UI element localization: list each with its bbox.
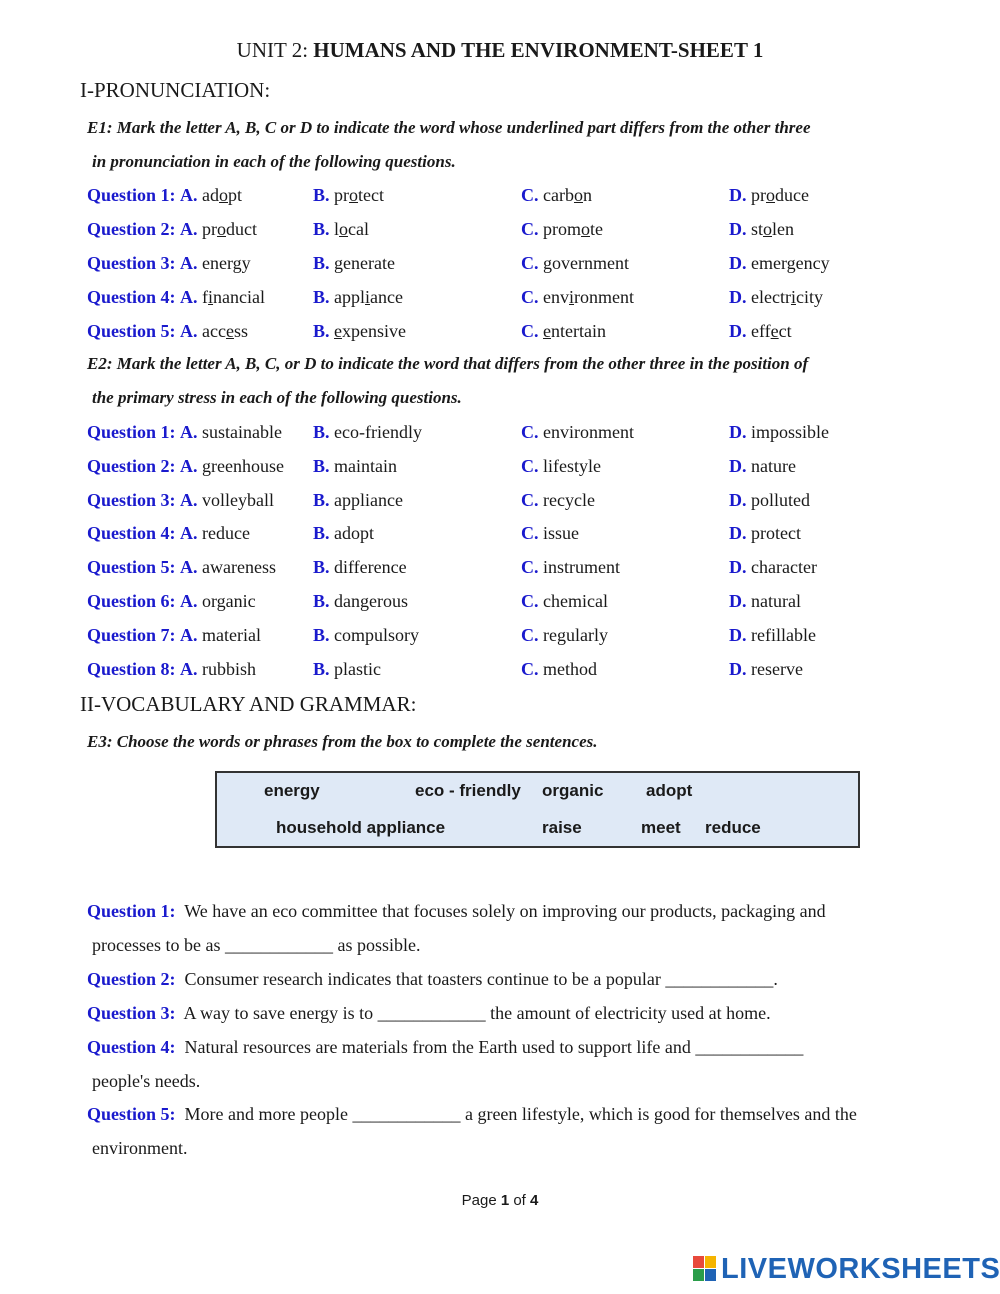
option-a[interactable] bbox=[87, 488, 274, 512]
word-part: electr bbox=[751, 287, 791, 307]
option-a[interactable] bbox=[87, 183, 242, 207]
word-box bbox=[215, 771, 860, 848]
option-letter: D. bbox=[729, 219, 747, 239]
word-part: ad bbox=[202, 185, 220, 205]
question-number: Question 2: bbox=[87, 219, 176, 239]
option-letter: A. bbox=[180, 219, 198, 239]
option-c[interactable] bbox=[521, 217, 603, 241]
option-word bbox=[334, 287, 403, 307]
question-number: Question 6: bbox=[87, 591, 176, 611]
liveworksheets-icon bbox=[693, 1256, 717, 1282]
question-number: Question 7: bbox=[87, 624, 176, 645]
footer-of: of bbox=[509, 1192, 531, 1209]
question-number: Question 3: bbox=[87, 489, 176, 510]
option-word: issue bbox=[543, 523, 579, 544]
underlined-part: e bbox=[225, 321, 234, 341]
option-letter: D. bbox=[729, 557, 747, 578]
word-part: pr bbox=[751, 185, 766, 205]
word-part: nancial bbox=[213, 287, 266, 307]
option-letter: A. bbox=[180, 287, 198, 307]
option-letter: A. bbox=[180, 321, 198, 341]
word-part: pt bbox=[228, 185, 243, 205]
option-letter: B. bbox=[313, 624, 330, 645]
option-letter: C. bbox=[521, 624, 539, 645]
option-word bbox=[334, 219, 369, 239]
word-part: tect bbox=[358, 185, 384, 205]
option-a[interactable] bbox=[87, 657, 256, 681]
option-a[interactable] bbox=[87, 589, 256, 613]
underlined-part: i bbox=[365, 287, 371, 307]
word-part: appl bbox=[334, 287, 366, 307]
option-word: polluted bbox=[751, 489, 810, 510]
option-word: dangerous bbox=[334, 591, 408, 611]
option-d[interactable] bbox=[729, 319, 792, 343]
word-part: n bbox=[582, 185, 592, 205]
option-letter: D. bbox=[729, 624, 747, 645]
word-box-item: reduce bbox=[705, 818, 761, 837]
option-letter: C. bbox=[521, 253, 539, 273]
option-letter: C. bbox=[521, 523, 539, 544]
option-word: chemical bbox=[543, 591, 608, 611]
option-word: regularly bbox=[543, 624, 608, 645]
option-a[interactable] bbox=[87, 555, 276, 579]
option-d[interactable] bbox=[729, 521, 801, 545]
option-letter: C. bbox=[521, 219, 539, 239]
option-word: lifestyle bbox=[543, 455, 601, 476]
option-b[interactable] bbox=[313, 217, 369, 241]
word-part: eff bbox=[751, 321, 771, 341]
underlined-part: o bbox=[217, 219, 227, 239]
option-word: appliance bbox=[334, 489, 403, 510]
option-word: instrument bbox=[543, 557, 620, 578]
option-letter: A. bbox=[180, 624, 198, 645]
option-c[interactable] bbox=[521, 589, 608, 613]
option-letter: D. bbox=[729, 287, 747, 307]
option-d[interactable] bbox=[729, 657, 803, 681]
option-letter: C. bbox=[521, 422, 539, 442]
option-d[interactable] bbox=[729, 589, 801, 613]
option-c[interactable] bbox=[521, 319, 606, 343]
option-letter: B. bbox=[313, 321, 330, 341]
question-number: Question 4: bbox=[87, 523, 176, 544]
question-number: Question 1: bbox=[87, 422, 176, 442]
option-letter: C. bbox=[521, 591, 539, 611]
option-word bbox=[202, 321, 248, 341]
word-part: duct bbox=[226, 219, 258, 239]
page-title bbox=[0, 38, 1000, 63]
option-word bbox=[202, 185, 242, 205]
word-part: ance bbox=[370, 287, 403, 307]
option-letter: C. bbox=[521, 287, 539, 307]
question-text-line1: Natural resources are materials from the Earth used to support life and ____________ bbox=[184, 1037, 804, 1057]
option-d[interactable] bbox=[729, 623, 816, 647]
option-word: eco-friendly bbox=[334, 422, 422, 442]
option-b[interactable] bbox=[313, 319, 406, 343]
option-letter: A. bbox=[180, 253, 198, 273]
option-letter: B. bbox=[313, 219, 330, 239]
option-word bbox=[543, 253, 629, 273]
option-letter: B. bbox=[313, 422, 330, 442]
option-word bbox=[543, 185, 592, 205]
e1-instructions bbox=[87, 111, 947, 179]
option-letter: D. bbox=[729, 253, 747, 273]
option-b[interactable] bbox=[313, 251, 395, 275]
option-letter: B. bbox=[313, 523, 330, 544]
underlined-part: o bbox=[349, 185, 359, 205]
word-box-item: organic bbox=[542, 781, 604, 800]
option-d[interactable] bbox=[729, 555, 817, 579]
option-letter: A. bbox=[180, 422, 198, 442]
option-word: material bbox=[202, 624, 261, 645]
word-part: cal bbox=[348, 219, 370, 239]
option-letter: B. bbox=[313, 489, 330, 510]
e2-line1: E2: Mark the letter A, B, C, or D to indicate the word that differs from the other three in the position of bbox=[87, 354, 809, 373]
option-letter: B. bbox=[313, 455, 330, 476]
option-c[interactable] bbox=[521, 657, 597, 681]
option-word: nature bbox=[751, 455, 796, 476]
option-letter: B. bbox=[313, 253, 330, 273]
footer-page-word: Page bbox=[461, 1192, 501, 1209]
option-letter: C. bbox=[521, 321, 539, 341]
question-number: Question 1: bbox=[87, 185, 176, 205]
option-a[interactable] bbox=[87, 454, 284, 478]
option-letter: D. bbox=[729, 422, 747, 442]
option-word: compulsory bbox=[334, 624, 420, 645]
option-b[interactable] bbox=[313, 589, 408, 613]
option-word: sustainable bbox=[202, 422, 282, 442]
section-vocabulary-heading: II-VOCABULARY AND GRAMMAR: bbox=[80, 692, 417, 716]
option-b[interactable] bbox=[313, 183, 384, 207]
option-a[interactable] bbox=[87, 319, 248, 343]
option-a[interactable] bbox=[87, 285, 265, 309]
section-pronunciation-heading: I-PRONUNCIATION: bbox=[80, 78, 271, 102]
question-number: Question 3: bbox=[87, 253, 176, 273]
option-letter: D. bbox=[729, 523, 747, 544]
option-word bbox=[751, 287, 823, 307]
word-box-item: meet bbox=[641, 818, 681, 837]
option-word bbox=[543, 287, 634, 307]
word-part: te bbox=[590, 219, 603, 239]
word-part: pr bbox=[202, 219, 218, 239]
option-word: reduce bbox=[202, 523, 250, 544]
option-c[interactable] bbox=[521, 183, 592, 207]
fill-in-question bbox=[87, 996, 947, 1030]
fill-in-question bbox=[87, 894, 947, 962]
option-b[interactable] bbox=[313, 657, 381, 681]
option-letter: A. bbox=[180, 455, 198, 476]
question-text-line1: More and more people ____________ a green lifestyle, which is good for themselves and the bbox=[184, 1104, 857, 1124]
option-letter: A. bbox=[180, 591, 198, 611]
word-part: pr bbox=[334, 185, 350, 205]
option-word bbox=[543, 219, 603, 239]
word-part: f bbox=[202, 287, 209, 307]
option-word bbox=[334, 321, 406, 341]
option-letter: C. bbox=[521, 185, 539, 205]
option-c[interactable] bbox=[521, 488, 595, 512]
option-letter: C. bbox=[521, 455, 539, 476]
page-footer bbox=[0, 1192, 1000, 1209]
word-part: emer bbox=[751, 253, 787, 273]
option-d[interactable] bbox=[729, 217, 794, 241]
option-b[interactable] bbox=[313, 488, 403, 512]
question-number: Question 5: bbox=[87, 321, 176, 341]
option-word bbox=[202, 219, 257, 239]
footer-total-pages: 4 bbox=[530, 1192, 539, 1209]
option-word: organic bbox=[202, 591, 256, 611]
underlined-part: i bbox=[569, 287, 575, 307]
underlined-part: e bbox=[770, 321, 779, 341]
liveworksheets-logo[interactable] bbox=[693, 1254, 1000, 1284]
underlined-part: o bbox=[573, 185, 583, 205]
option-word: greenhouse bbox=[202, 455, 284, 476]
word-box-item: household appliance bbox=[276, 818, 446, 837]
option-word: impossible bbox=[751, 422, 830, 442]
word-part: ency bbox=[795, 253, 830, 273]
option-word bbox=[751, 321, 792, 341]
option-d[interactable] bbox=[729, 420, 829, 444]
option-word bbox=[202, 287, 265, 307]
word-part: ener bbox=[202, 253, 233, 273]
word-part: env bbox=[543, 287, 569, 307]
option-word: character bbox=[751, 557, 817, 578]
word-part: overnment bbox=[552, 253, 629, 273]
option-letter: B. bbox=[313, 287, 330, 307]
underlined-part: o bbox=[219, 185, 229, 205]
option-word: awareness bbox=[202, 557, 276, 578]
question-number: Question 1: bbox=[87, 901, 176, 921]
underlined-part: i bbox=[208, 287, 214, 307]
option-word: recycle bbox=[543, 489, 595, 510]
option-letter: D. bbox=[729, 658, 747, 679]
option-a[interactable] bbox=[87, 420, 282, 444]
option-letter: D. bbox=[729, 489, 747, 510]
option-c[interactable] bbox=[521, 285, 634, 309]
option-word: reserve bbox=[751, 658, 803, 679]
word-part: ct bbox=[778, 321, 792, 341]
word-part: xpensive bbox=[342, 321, 406, 341]
word-box-item: adopt bbox=[646, 781, 693, 800]
option-letter: A. bbox=[180, 658, 198, 679]
option-word: environment bbox=[543, 422, 634, 442]
option-word bbox=[751, 253, 830, 273]
option-d[interactable] bbox=[729, 488, 810, 512]
underlined-part: g bbox=[334, 253, 344, 273]
word-part: ntertain bbox=[551, 321, 606, 341]
underlined-part: i bbox=[790, 287, 796, 307]
option-word: difference bbox=[334, 557, 407, 578]
underlined-part: e bbox=[334, 321, 343, 341]
word-box-item: energy bbox=[264, 781, 320, 800]
e2-instructions bbox=[87, 347, 947, 415]
option-letter: A. bbox=[180, 557, 198, 578]
option-a[interactable] bbox=[87, 251, 251, 275]
question-number: Question 2: bbox=[87, 455, 176, 476]
word-part: ronment bbox=[574, 287, 635, 307]
question-text-line2: people's needs. bbox=[92, 1071, 201, 1091]
option-letter: A. bbox=[180, 185, 198, 205]
option-d[interactable] bbox=[729, 251, 830, 275]
word-part: enerate bbox=[343, 253, 395, 273]
option-word: refillable bbox=[751, 624, 816, 645]
word-part: carb bbox=[543, 185, 574, 205]
underlined-part: g bbox=[786, 253, 796, 273]
option-b[interactable] bbox=[313, 555, 407, 579]
option-a[interactable] bbox=[87, 623, 261, 647]
word-part: len bbox=[772, 219, 795, 239]
footer-current-page: 1 bbox=[500, 1192, 510, 1209]
option-word: rubbish bbox=[202, 658, 257, 679]
option-letter: A. bbox=[180, 489, 198, 510]
option-word bbox=[751, 219, 794, 239]
word-box-item: eco - friendly bbox=[415, 781, 521, 800]
question-text-line2: processes to be as ____________ as possible. bbox=[92, 935, 421, 955]
word-part: acc bbox=[202, 321, 226, 341]
question-text-line1: A way to save energy is to ____________ the amount of electricity used at home. bbox=[183, 1003, 771, 1023]
option-letter: B. bbox=[313, 658, 330, 679]
option-word: natural bbox=[751, 591, 801, 611]
option-d[interactable] bbox=[729, 183, 809, 207]
option-b[interactable] bbox=[313, 285, 403, 309]
e2-line2: the primary stress in each of the following questions. bbox=[92, 388, 462, 407]
option-c[interactable] bbox=[521, 454, 601, 478]
option-letter: D. bbox=[729, 185, 747, 205]
question-number: Question 3: bbox=[87, 1003, 176, 1023]
option-word: method bbox=[543, 658, 597, 679]
option-word: maintain bbox=[334, 455, 397, 476]
option-b[interactable] bbox=[313, 623, 419, 647]
fill-in-question bbox=[87, 962, 947, 996]
word-box-item: raise bbox=[542, 818, 582, 837]
underlined-part: g bbox=[543, 253, 552, 273]
option-letter: C. bbox=[521, 557, 539, 578]
fill-in-question bbox=[87, 1030, 947, 1098]
question-text-line2: environment. bbox=[92, 1138, 188, 1158]
option-letter: B. bbox=[313, 185, 330, 205]
question-number: Question 2: bbox=[87, 969, 176, 989]
question-text-line1: We have an eco committee that focuses solely on improving our products, packaging and bbox=[184, 901, 826, 921]
word-part: duce bbox=[775, 185, 809, 205]
e1-line2: in pronunciation in each of the following questions. bbox=[92, 152, 456, 171]
question-number: Question 4: bbox=[87, 1037, 176, 1057]
question-text-line1: Consumer research indicates that toasters continue to be a popular ____________. bbox=[184, 969, 778, 989]
title-bold: HUMANS AND THE ENVIRONMENT-SHEET 1 bbox=[313, 38, 764, 62]
underlined-part: o bbox=[766, 185, 775, 205]
option-word: plastic bbox=[334, 658, 382, 679]
option-letter: D. bbox=[729, 591, 747, 611]
option-word: protect bbox=[751, 523, 801, 544]
title-prefix: UNIT 2: bbox=[236, 38, 314, 62]
option-word bbox=[334, 185, 384, 205]
word-part: prom bbox=[543, 219, 581, 239]
question-number: Question 8: bbox=[87, 658, 176, 679]
fill-in-question bbox=[87, 1097, 947, 1165]
underlined-part: o bbox=[581, 219, 590, 239]
underlined-part: o bbox=[339, 219, 349, 239]
option-d[interactable] bbox=[729, 285, 823, 309]
option-word: volleyball bbox=[202, 489, 274, 510]
option-c[interactable] bbox=[521, 521, 579, 545]
option-word: adopt bbox=[334, 523, 375, 544]
option-letter: B. bbox=[313, 557, 330, 578]
option-b[interactable] bbox=[313, 420, 422, 444]
option-letter: B. bbox=[313, 591, 330, 611]
option-letter: C. bbox=[521, 489, 539, 510]
word-part: l bbox=[334, 219, 340, 239]
underlined-part: e bbox=[543, 321, 551, 341]
option-c[interactable] bbox=[521, 623, 608, 647]
question-number: Question 4: bbox=[87, 287, 176, 307]
logo-text: LIVEWORKSHEETS bbox=[721, 1252, 1000, 1285]
e3-instructions: E3: Choose the words or phrases from the box to complete the sentences. bbox=[87, 732, 598, 751]
word-part: ss bbox=[233, 321, 248, 341]
underlined-part: o bbox=[763, 219, 773, 239]
e1-line1: E1: Mark the letter A, B, C or D to indicate the word whose underlined part differs from the other three bbox=[87, 118, 811, 137]
option-word bbox=[202, 253, 251, 273]
option-letter: D. bbox=[729, 321, 747, 341]
option-c[interactable] bbox=[521, 420, 634, 444]
word-part: city bbox=[795, 287, 823, 307]
question-number: Question 5: bbox=[87, 1104, 176, 1124]
option-letter: D. bbox=[729, 455, 747, 476]
option-c[interactable] bbox=[521, 555, 620, 579]
option-letter: C. bbox=[521, 658, 539, 679]
option-b[interactable] bbox=[313, 521, 374, 545]
option-word bbox=[334, 253, 395, 273]
option-c[interactable] bbox=[521, 251, 629, 275]
option-b[interactable] bbox=[313, 454, 397, 478]
underlined-part: g bbox=[232, 253, 242, 273]
option-d[interactable] bbox=[729, 454, 796, 478]
word-part: st bbox=[751, 219, 764, 239]
option-a[interactable] bbox=[87, 217, 257, 241]
question-number: Question 5: bbox=[87, 557, 176, 578]
option-a[interactable] bbox=[87, 521, 250, 545]
word-part: y bbox=[241, 253, 251, 273]
option-word bbox=[751, 185, 809, 205]
option-letter: A. bbox=[180, 523, 198, 544]
option-word bbox=[543, 321, 606, 341]
